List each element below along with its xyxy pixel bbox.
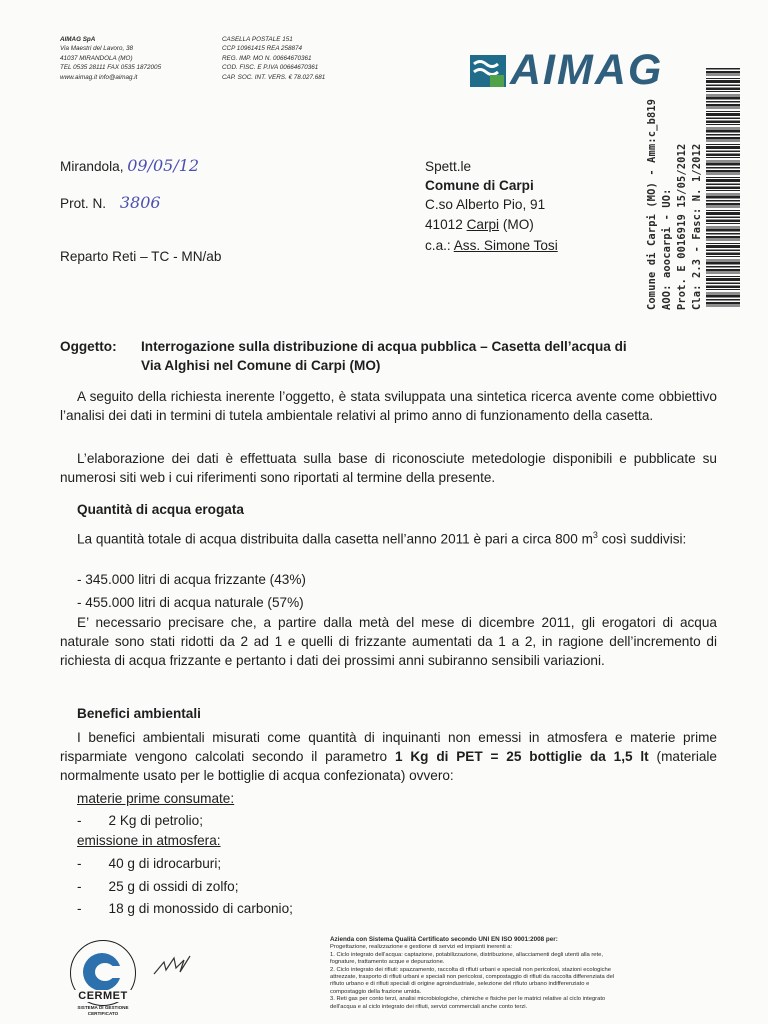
- department-line: Reparto Reti – TC - MN/ab: [60, 249, 222, 264]
- recipient-block: [425, 157, 558, 255]
- subheading-emissions: emissione in atmosfera:: [77, 833, 221, 848]
- certification-block: [330, 936, 720, 1011]
- recipient-attention: c.a.: Ass. Simone Tosi: [425, 237, 558, 253]
- certification-line: attrezzate, trasporto di rifiuti urbani e speciali non pericolosi, compostaggio di rifiuti da raccolta differenziata del: [330, 974, 615, 981]
- certification-line: dell’acqua e al ciclo integrato dei rifiuti, servizi commerciali anche conto terzi.: [330, 1003, 528, 1010]
- subject-label: Oggetto:: [60, 339, 117, 354]
- heading-quantity: Quantità di acqua erogata: [77, 502, 244, 517]
- list-item: - 40 g di idrocarburi;: [77, 856, 222, 871]
- certification-line: 3. Reti gas per conto terzi, analisi microbiologiche, chimiche e fisiche per le matrici relative al ciclo integrato: [330, 996, 606, 1003]
- date-line: [60, 156, 199, 176]
- list-item: - 455.000 litri di acqua naturale (57%): [77, 595, 304, 610]
- subject-text: Interrogazione sulla distribuzione di acqua pubblica – Casetta dell’acqua di Via Alghisi nel Comune di Carpi (MO): [141, 339, 627, 374]
- certification-line: compostaggio della frazione umida.: [330, 988, 422, 995]
- certification-line: rifiuto urbano e di rifiuti speciali di origine agroindustriale, selezione del rifiuto urbano indifferenziato e: [330, 981, 590, 988]
- paragraph-intro: A seguito della richiesta inerente l’oggetto, è stata sviluppata una sintetica ricerca avente come obbiettivo l’analisi dei dati in termini di tutela ambientale relativi al primo anno di funzionamento della casetta.: [60, 389, 717, 424]
- company-vat: COD. FISC. E P.IVA 00664670361: [222, 64, 319, 72]
- list-item: - 2 Kg di petrolio;: [77, 813, 203, 828]
- subheading-raw-materials: materie prime consumate:: [77, 791, 235, 806]
- certification-title: Azienda con Sistema Qualità Certificato secondo UNI EN ISO 9001:2008 per:: [330, 936, 558, 943]
- certification-line: 1. Ciclo integrato dell’acqua: captazione, potabilizzazione, distribuzione, allacciamenti degli utenti alla rete,: [330, 951, 603, 958]
- company-city: 41037 MIRANDOLA (MO): [60, 54, 133, 62]
- company-phone: TEL 0535 28111 FAX 0535 1872005: [60, 64, 162, 72]
- stamp-line-4: Cla: 2.3 - Fasc: N. 1/2012: [691, 143, 703, 310]
- list-item: - 345.000 litri di acqua frizzante (43%): [77, 572, 306, 587]
- recipient-city: 41012 Carpi (MO): [425, 216, 534, 232]
- list-item: - 18 g di monossido di carbonio;: [77, 901, 293, 916]
- company-ccp: CCP 10961415 REA 258874: [222, 45, 303, 53]
- stamp-line-2: AOO: aoocarpi - UO:: [661, 188, 673, 310]
- company-logo-mark: [470, 55, 506, 87]
- paragraph-benefits: I benefici ambientali misurati come quantità di inquinanti non emessi in atmosfera e materie prime risparmiate vengono calcolati secondo il parametro 1 Kg di PET = 25 bottiglie da 1,5 lt (materiale normalmente usato per le bottiglie di acqua confezionata) ovvero:: [60, 730, 717, 784]
- list-item: - 25 g di ossidi di zolfo;: [77, 879, 239, 894]
- protocol-barcode: [706, 68, 740, 308]
- company-reg: REG. IMP. MO N. 00664670361: [222, 54, 312, 62]
- stamp-line-3: Prot. E 0016919 15/05/2012: [676, 143, 688, 310]
- company-web: www.aimag.it info@aimag.it: [60, 73, 138, 81]
- company-logo-text: AIMAG: [510, 46, 664, 94]
- cermet-logo-cut: [110, 966, 124, 978]
- cermet-logo-subtext: SISTEMA DI GESTIONE CERTIFICATO: [77, 1005, 129, 1016]
- company-po-box: CASELLA POSTALE 151: [222, 36, 293, 43]
- heading-benefits: Benefici ambientali: [77, 706, 201, 721]
- cermet-logo-text: CERMET: [68, 990, 138, 1002]
- paragraph-quantity: La quantità totale di acqua distribuita dalla casetta nell’anno 2011 è pari a circa 800 $m^3$ così suddivisi:: [77, 530, 687, 547]
- paragraph-note: E’ necessario precisare che, a partire dalla metà del mese di dicembre 2011, gli erogatori di acqua naturale sono stati ridotti da 2 ad 1 e quelli di frizzante aumentati da 1 a 2, in ragione dell’incremento di richiesta di acqua frizzante e pertanto i dati dei prossimi anni subiranno sensibili variazioni.: [60, 615, 717, 669]
- handwritten-date: 09/05/12: [127, 156, 200, 175]
- certification-line: fognature, trattamento acque e depurazione.: [330, 959, 445, 966]
- certification-line: Progettazione, realizzazione e gestione di servizi ed impianti inerenti a:: [330, 944, 513, 951]
- handwritten-protocol-number: 3806: [119, 193, 161, 212]
- protocol-line: [60, 193, 161, 213]
- stamp-line-1: Comune di Carpi (MO) - Amm:c_b819: [646, 98, 658, 310]
- company-name: AIMAG SpA: [60, 36, 96, 43]
- recipient-salutation: Spett.le: [425, 159, 472, 174]
- certification-line: 2. Ciclo integrato dei rifiuti: spazzamento, raccolta di rifiuti urbani e speciali non pericolosi, stazioni ecologiche: [330, 966, 611, 973]
- company-info-right: [222, 35, 325, 82]
- recipient-name: Comune di Carpi: [425, 178, 534, 194]
- place-label: Mirandola,: [60, 159, 124, 174]
- company-capital: CAP. SOC. INT. VERS. € 78.027.681: [222, 73, 326, 81]
- recipient-address: C.so Alberto Pio, 91: [425, 197, 546, 213]
- protocol-label: Prot. N.: [60, 196, 107, 211]
- company-street: Via Maestri del Lavoro, 38: [60, 45, 134, 53]
- paragraph-method: L’elaborazione dei dati è effettuata sulla base di riconosciute metedologie disponibili e pubblicate su numerosi siti web i cui riferimenti sono riportati al termine della presente.: [60, 451, 717, 486]
- signature: [150, 952, 210, 978]
- superscript-3: 3: [592, 530, 598, 540]
- company-info-left: [60, 35, 161, 82]
